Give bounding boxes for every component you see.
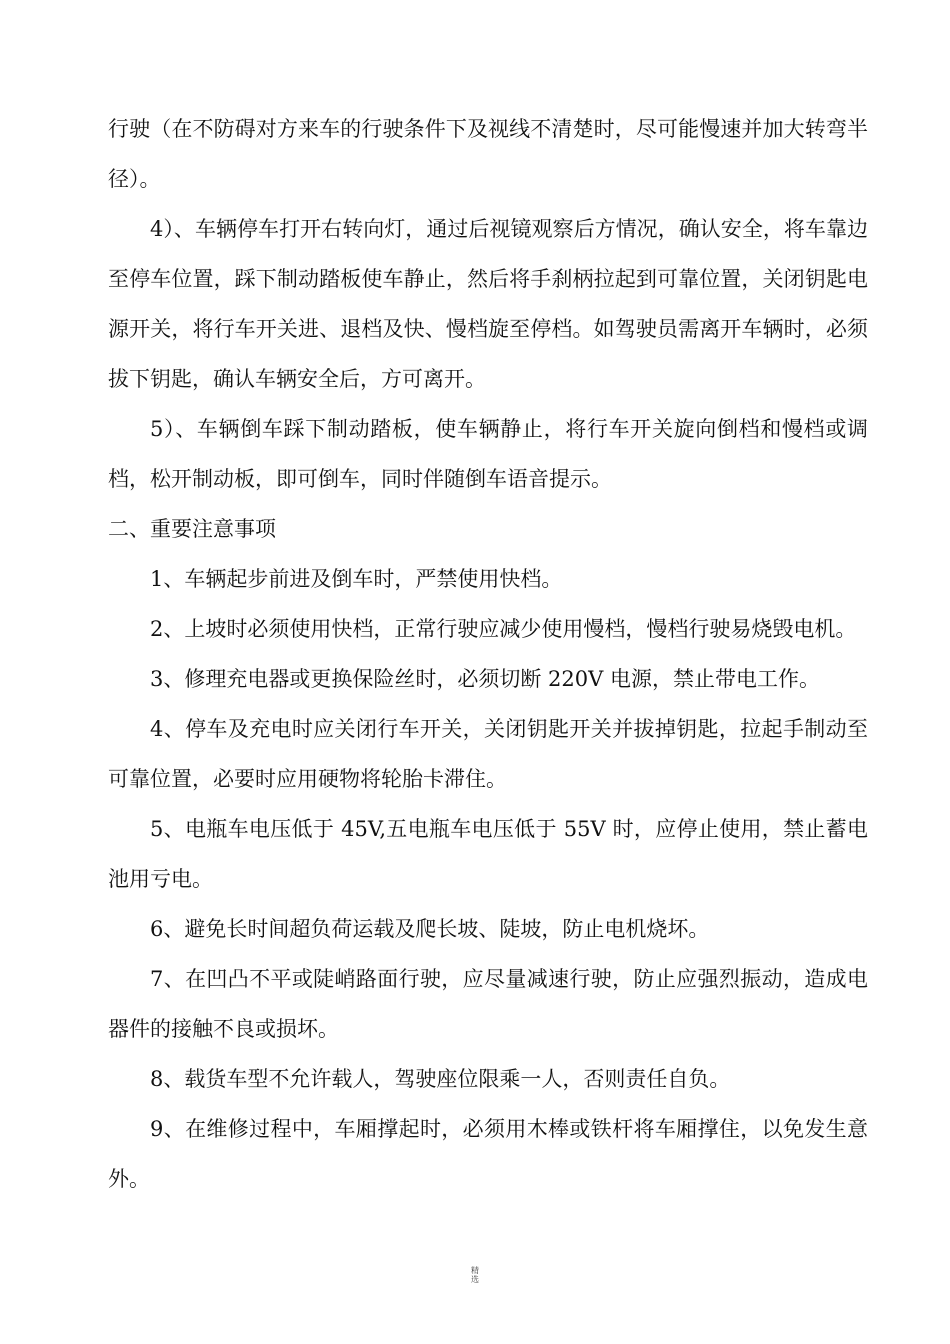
paragraph-3: 5）、车辆倒车踩下制动踏板，使车辆静止，将行车开关旋向倒档和慢档或调档，松开制动板，即可倒车，同时伴随倒车语音提示。	[108, 417, 868, 491]
notice-item-8: 8、载货车型不允许载人，驾驶座位限乘一人，否则责任自负。	[150, 1067, 731, 1091]
section-heading: 二、重要注意事项	[108, 517, 276, 541]
footer-mark-line-1: 精	[471, 1266, 479, 1275]
notice-item-7: 7、在凹凸不平或陡峭路面行驶，应尽量减速行驶，防止应强烈振动，造成电器件的接触不良或损坏。	[108, 967, 868, 1041]
notice-item-1: 1、车辆起步前进及倒车时，严禁使用快档。	[150, 567, 563, 591]
notice-item-2: 2、上坡时必须使用快档，正常行驶应减少使用慢档，慢档行驶易烧毁电机。	[150, 617, 857, 641]
paragraph-2: 4）、车辆停车打开右转向灯，通过后视镜观察后方情况，确认安全，将车靠边至停车位置，踩下制动踏板使车静止，然后将手刹柄拉起到可靠位置，关闭钥匙电源开关，将行车开关进、退档及快、慢档旋至停档。如驾驶员需离开车辆时，必须拔下钥匙，确认车辆安全后，方可离开。	[108, 217, 868, 391]
notice-item-9: 9、在维修过程中，车厢撑起时，必须用木棒或铁杆将车厢撑住，以免发生意外。	[108, 1117, 868, 1191]
paragraph-1: 行驶（在不防碍对方来车的行驶条件下及视线不清楚时，尽可能慢速并加大转弯半径）。	[108, 117, 868, 191]
notice-item-6: 6、避免长时间超负荷运载及爬长坡、陡坡，防止电机烧坏。	[150, 917, 710, 941]
notice-item-4: 4、停车及充电时应关闭行车开关，关闭钥匙开关并拔掉钥匙，拉起手制动至可靠位置，必要时应用硬物将轮胎卡滞住。	[108, 717, 868, 791]
document-body	[108, 104, 868, 1204]
notice-item-5: 5、电瓶车电压低于 45V,五电瓶车电压低于 55V 时，应停止使用，禁止蓄电池用亏电。	[108, 817, 868, 891]
notice-item-3: 3、修理充电器或更换保险丝时，必须切断 220V 电源，禁止带电工作。	[150, 667, 820, 691]
page-footer	[0, 1266, 950, 1284]
footer-mark-line-2: 选	[471, 1275, 479, 1284]
